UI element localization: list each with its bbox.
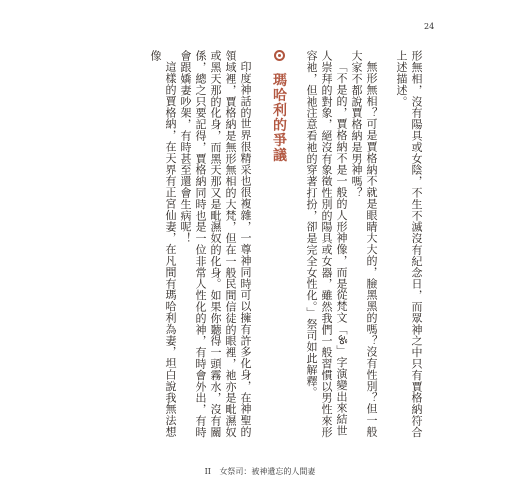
- section-heading-text: 瑪哈利的爭議: [271, 72, 287, 163]
- body-text: [148, 50, 424, 445]
- circle-bullet-icon: [274, 50, 285, 61]
- section-heading: [271, 50, 286, 445]
- paragraph: 「不是的，賈格納不是一般的人形神像，而是從梵文「ॐ」字演變出來結世人崇拜的對象，絕沒有象徵性別的陽具或女器，雖然我們一般習慣以男性來形容祂，但祂注意看祂的穿著打扮，卻是完全女性化。」祭司如此解釋。: [305, 50, 348, 438]
- footer-series-number: II: [204, 467, 211, 476]
- paragraph: 印度神話的世界很精采也很複雜，一尊神同時可以擁有許多化身，在神聖的領域裡，賈格納是無形無相的大梵，但在一般民間信徒的眼裡，祂亦是毗濕奴或黑天那的化身，而黑天那又是毗濕奴的化身。如果你聽得一頭霧水，沒有關係，總之只要記得，賈格納同時也是一位非常人性化的神，有時會外出，有時會跟嬌妻吵架，有時甚至還會生病呢！: [179, 50, 252, 438]
- paragraph: 無形無相？可是賈格納不就是眼睛大大的，臉黑黑的嗎？沒有性別？但一般大家不都說賈格納是男神嗎？: [350, 50, 378, 438]
- page-footer: [0, 466, 520, 477]
- paragraph: 形無相，沒有陽具或女陰，不生不滅沒有紀念日，而眾神之中只有賈格納符合上述描述。: [395, 50, 423, 438]
- page-number: 24: [424, 22, 435, 31]
- paragraph: 這樣的賈格納，在天界有正宮仙妻，在凡間有瑪哈利為妻，坦白說我無法想像: [149, 50, 177, 438]
- footer-book-title: 女祭司：被神遺忘的人間妻: [219, 467, 316, 476]
